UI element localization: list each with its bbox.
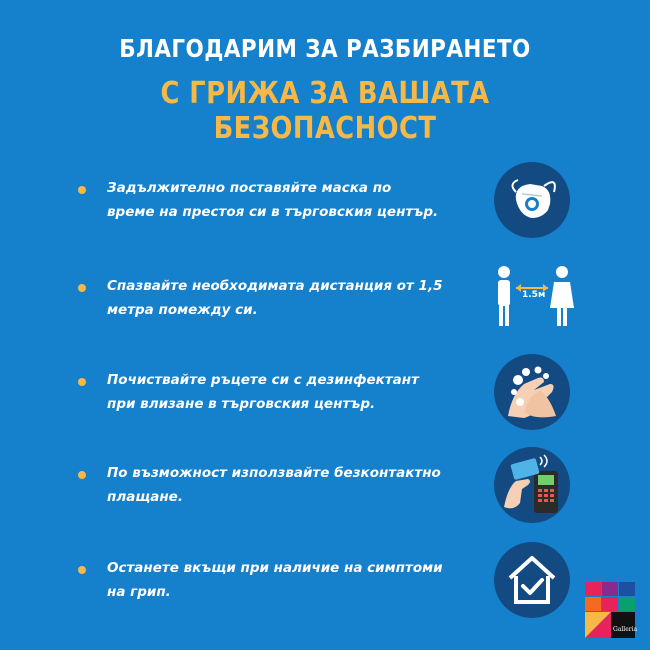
list-item (0, 445, 650, 525)
item-text-line: По възможност използвайте безконтактно (107, 465, 441, 481)
item-text-line: на грип. (107, 584, 171, 600)
bullet-icon (78, 566, 86, 574)
item-text (107, 176, 467, 224)
item-text (107, 461, 467, 509)
subheadline: С ГРИЖА ЗА ВАШАТА БЕЗОПАСНОСТ (160, 76, 490, 146)
item-text-line: Задължително поставяйте маска по (107, 180, 392, 196)
item-text-line: време на престоя си в търговския център. (107, 204, 439, 220)
item-text-line: метра помежду си. (107, 302, 258, 318)
item-text-line: Останете вкъщи при наличие на симптоми (107, 560, 443, 576)
bullet-icon (78, 378, 86, 386)
hand-wash-icon (494, 354, 570, 430)
item-text (107, 274, 467, 322)
item-text-line: Почиствайте ръцете си с дезинфектант (107, 372, 419, 388)
contactless-payment-icon (494, 447, 570, 523)
bullet-icon (78, 284, 86, 292)
item-text-line: при влизане в търговския център. (107, 396, 376, 412)
item-text-line: Спазвайте необходимата дистанция от 1,5 (107, 278, 443, 294)
distance-badge: 1.5м (522, 290, 546, 300)
list-item (0, 540, 650, 620)
bullet-icon (78, 471, 86, 479)
logo-text: Galleria (613, 626, 638, 633)
item-text-line: плащане. (107, 489, 183, 505)
item-text (107, 368, 467, 416)
distance-icon (488, 258, 578, 338)
list-item (0, 352, 650, 432)
galleria-logo (585, 582, 638, 638)
list-item (0, 258, 650, 338)
item-text (107, 556, 467, 604)
mask-icon (494, 162, 570, 238)
headline: БЛАГОДАРИМ ЗА РАЗБИРАНЕТО (119, 34, 531, 63)
bullet-icon (78, 186, 86, 194)
home-check-icon (494, 542, 570, 618)
list-item (0, 160, 650, 240)
